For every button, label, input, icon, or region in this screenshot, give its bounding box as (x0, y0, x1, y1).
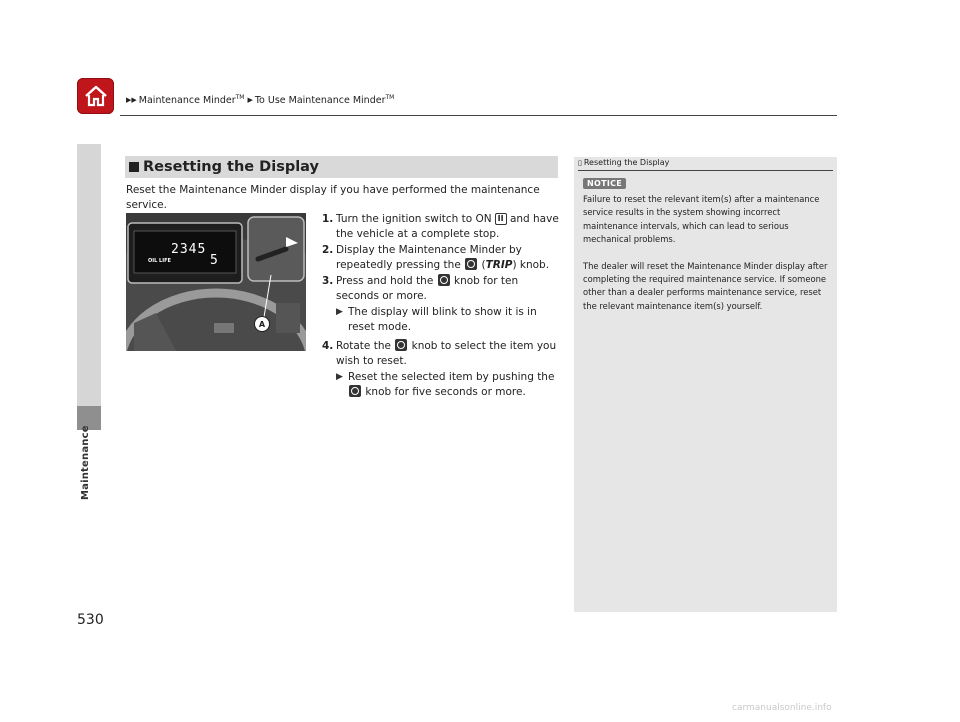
section-heading (125, 156, 558, 178)
note-paragraph-1: Failure to reset the relevant item(s) after a maintenance service results in the system showing incorrect maintenance intervals, which can lead to serious mechanical problems. (583, 194, 820, 245)
selector-knob-icon (465, 258, 477, 270)
steps-list (322, 212, 562, 401)
section-title: Resetting the Display (143, 159, 319, 175)
breadcrumb (126, 94, 394, 106)
square-bullet-icon (129, 162, 139, 172)
result-arrow-icon: ▶ (336, 307, 343, 317)
display-oil-label: OIL LIFE (148, 258, 171, 264)
selector-knob-icon (349, 385, 361, 397)
home-icon (83, 84, 109, 108)
ignition-key-icon: II (495, 213, 507, 225)
note-paragraph-2: The dealer will reset the Maintenance Minder display after completing the required maintenance service. If someone other than a dealer performs maintenance service, reset the relevant maintenance item(s) yourself. (583, 260, 828, 311)
step-1: 1. Turn the ignition switch to ON II and have the vehicle at a complete stop. (322, 213, 559, 240)
display-percent: 5 (210, 253, 218, 268)
breadcrumb-arrow-icon: ▶▶ (126, 96, 137, 105)
page-number: 530 (77, 612, 104, 628)
step-3: 3. Press and hold the knob for ten seconds or more. (322, 275, 519, 302)
sidebar-strip (77, 144, 101, 406)
display-value: 2345 (171, 242, 207, 257)
step-2: 2. Display the Maintenance Minder by repeatedly pressing the (TRIP) knob. (322, 244, 550, 271)
selector-knob-icon (395, 339, 407, 351)
result-arrow-icon: ▶ (336, 372, 343, 382)
note-bullet-icon: ▯ (578, 159, 582, 167)
note-header: ▯ Resetting the Display (578, 158, 833, 171)
intro-text: Reset the Maintenance Minder display if you have performed the maintenance service. (126, 184, 540, 211)
home-button[interactable] (77, 78, 114, 114)
notice-badge: NOTICE (583, 178, 626, 189)
selector-knob-icon (438, 274, 450, 286)
breadcrumb-item-maintenance-minder[interactable]: Maintenance Minder™ (138, 94, 245, 107)
note-text (583, 193, 828, 326)
step-4-result: ▶ Reset the selected item by pushing the knob for five seconds or more. (336, 371, 555, 398)
callout-a: A (254, 316, 270, 332)
dashboard-illustration (126, 213, 306, 351)
breadcrumb-item-to-use[interactable]: To Use Maintenance Minder™ (254, 94, 395, 107)
dashboard-drawing (126, 213, 306, 351)
step-4: 4. Rotate the knob to select the item you wish to reset. (322, 340, 557, 367)
breadcrumb-arrow-icon: ▶ (247, 96, 253, 105)
header-divider (120, 115, 837, 116)
step-3-result: ▶ The display will blink to show it is in reset mode. (336, 306, 537, 333)
sidebar-section-label: Maintenance (80, 425, 91, 500)
watermark: carmanualsonline.info (732, 703, 832, 713)
